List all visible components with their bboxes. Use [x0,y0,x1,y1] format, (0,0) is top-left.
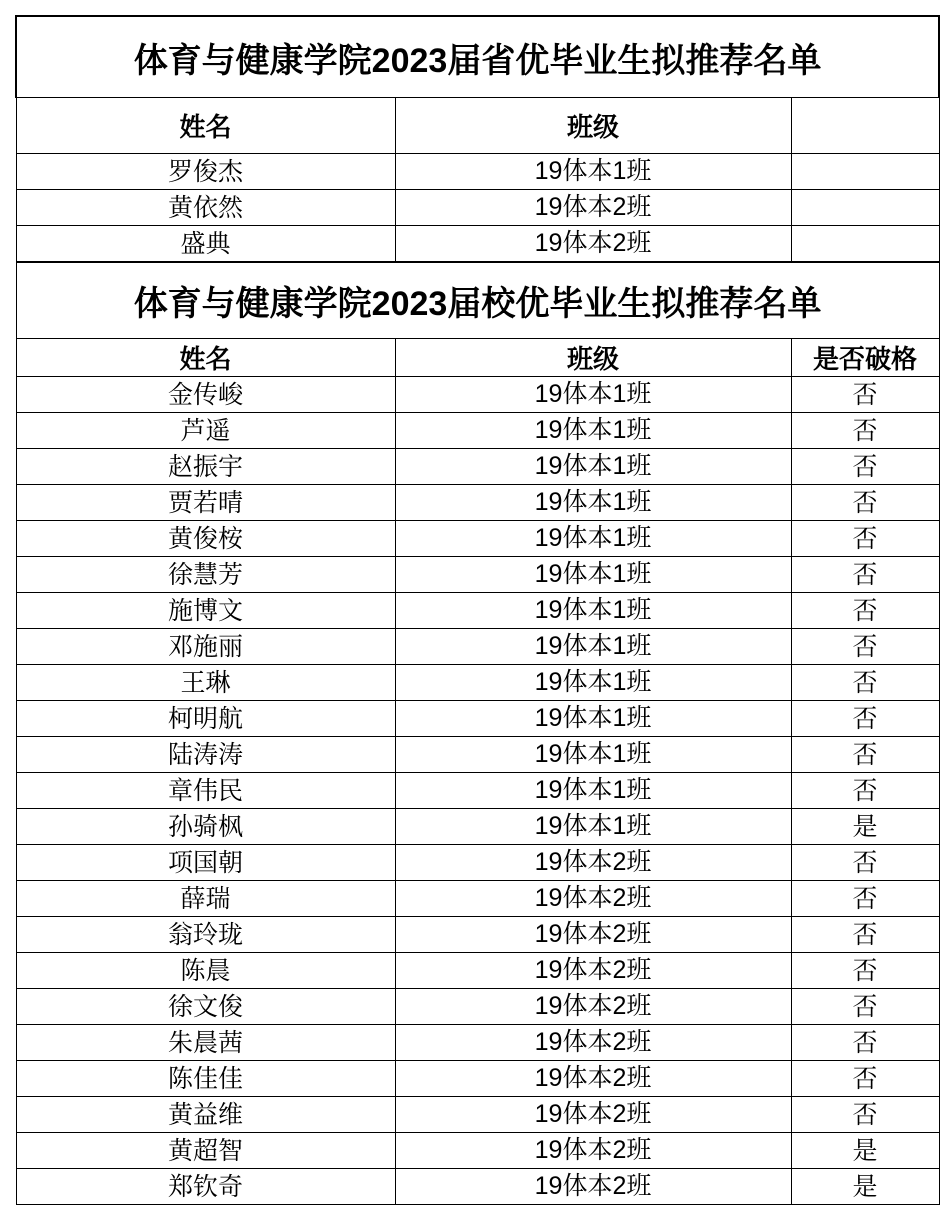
student-class: 19体本2班 [395,917,791,953]
provincial-row [16,190,939,226]
school-row [16,845,939,881]
student-name: 赵振宇 [16,449,395,485]
student-name: 薛瑞 [16,881,395,917]
student-class: 19体本1班 [395,449,791,485]
school-row [16,989,939,1025]
school-row [16,881,939,917]
student-class: 19体本1班 [395,485,791,521]
student-name: 芦遥 [16,413,395,449]
student-name: 陈佳佳 [16,1061,395,1097]
school-row [16,1169,939,1205]
student-class: 19体本1班 [395,737,791,773]
student-class: 19体本1班 [395,665,791,701]
student-exception: 否 [791,881,939,917]
student-name: 翁玲珑 [16,917,395,953]
school-row [16,701,939,737]
student-exception: 否 [791,1061,939,1097]
school-title: 体育与健康学院2023届校优毕业生拟推荐名单 [16,262,939,339]
student-class: 19体本1班 [395,593,791,629]
provincial-header-class: 班级 [395,98,791,154]
student-exception: 否 [791,413,939,449]
student-exception: 否 [791,521,939,557]
student-class: 19体本2班 [395,1097,791,1133]
student-class: 19体本1班 [395,557,791,593]
provincial-row [16,226,939,263]
student-exception: 是 [791,1169,939,1205]
student-name: 陆涛涛 [16,737,395,773]
student-name: 章伟民 [16,773,395,809]
student-exception: 否 [791,845,939,881]
student-class: 19体本2班 [395,845,791,881]
student-exception: 否 [791,917,939,953]
student-class: 19体本1班 [395,154,791,190]
school-row [16,773,939,809]
student-class: 19体本1班 [395,629,791,665]
student-exception: 否 [791,449,939,485]
school-row [16,917,939,953]
student-name: 施博文 [16,593,395,629]
provincial-header-extra [791,98,939,154]
school-row [16,953,939,989]
school-row [16,1133,939,1169]
school-row [16,629,939,665]
student-name: 邓施丽 [16,629,395,665]
school-row [16,809,939,845]
school-row [16,593,939,629]
student-name: 罗俊杰 [16,154,395,190]
student-exception: 否 [791,1097,939,1133]
student-exception: 否 [791,1025,939,1061]
student-name: 陈晨 [16,953,395,989]
school-row [16,449,939,485]
student-name: 徐慧芳 [16,557,395,593]
student-extra [791,226,939,263]
school-row [16,665,939,701]
student-class: 19体本1班 [395,809,791,845]
school-header-row [16,339,939,377]
school-row [16,485,939,521]
student-name: 项国朝 [16,845,395,881]
student-exception: 否 [791,773,939,809]
student-exception: 否 [791,629,939,665]
student-name: 贾若晴 [16,485,395,521]
student-exception: 否 [791,989,939,1025]
student-exception: 否 [791,737,939,773]
student-name: 黄超智 [16,1133,395,1169]
student-name: 朱晨茜 [16,1025,395,1061]
student-class: 19体本1班 [395,521,791,557]
student-name: 徐文俊 [16,989,395,1025]
provincial-row [16,154,939,190]
student-class: 19体本1班 [395,377,791,413]
student-class: 19体本2班 [395,190,791,226]
school-row [16,413,939,449]
student-class: 19体本2班 [395,953,791,989]
student-name: 孙骑枫 [16,809,395,845]
student-class: 19体本2班 [395,1169,791,1205]
student-exception: 否 [791,953,939,989]
school-header-name: 姓名 [16,339,395,377]
student-exception: 否 [791,485,939,521]
student-exception: 否 [791,665,939,701]
student-name: 金传峻 [16,377,395,413]
student-extra [791,154,939,190]
student-exception: 是 [791,809,939,845]
student-name: 黄依然 [16,190,395,226]
student-name: 王琳 [16,665,395,701]
student-class: 19体本2班 [395,989,791,1025]
school-title-row [16,262,939,339]
student-class: 19体本1班 [395,413,791,449]
provincial-title-row [16,16,939,98]
student-exception: 否 [791,377,939,413]
student-class: 19体本1班 [395,701,791,737]
school-row [16,377,939,413]
student-name: 黄俊桉 [16,521,395,557]
provincial-title: 体育与健康学院2023届省优毕业生拟推荐名单 [16,16,939,98]
provincial-header-row [16,98,939,154]
student-name: 郑钦奇 [16,1169,395,1205]
student-exception: 是 [791,1133,939,1169]
student-name: 柯明航 [16,701,395,737]
provincial-header-name: 姓名 [16,98,395,154]
school-row [16,557,939,593]
student-exception: 否 [791,701,939,737]
student-class: 19体本2班 [395,881,791,917]
school-row [16,521,939,557]
student-class: 19体本2班 [395,1133,791,1169]
school-header-class: 班级 [395,339,791,377]
student-name: 盛典 [16,226,395,263]
student-class: 19体本2班 [395,1025,791,1061]
student-exception: 否 [791,557,939,593]
school-row [16,1061,939,1097]
student-class: 19体本1班 [395,773,791,809]
student-extra [791,190,939,226]
recommendation-table [15,15,940,1205]
student-name: 黄益维 [16,1097,395,1133]
student-class: 19体本2班 [395,1061,791,1097]
student-exception: 否 [791,593,939,629]
school-row [16,1097,939,1133]
school-row [16,737,939,773]
recommendation-sheet [15,15,938,1205]
school-header-exception: 是否破格 [791,339,939,377]
student-class: 19体本2班 [395,226,791,263]
school-row [16,1025,939,1061]
